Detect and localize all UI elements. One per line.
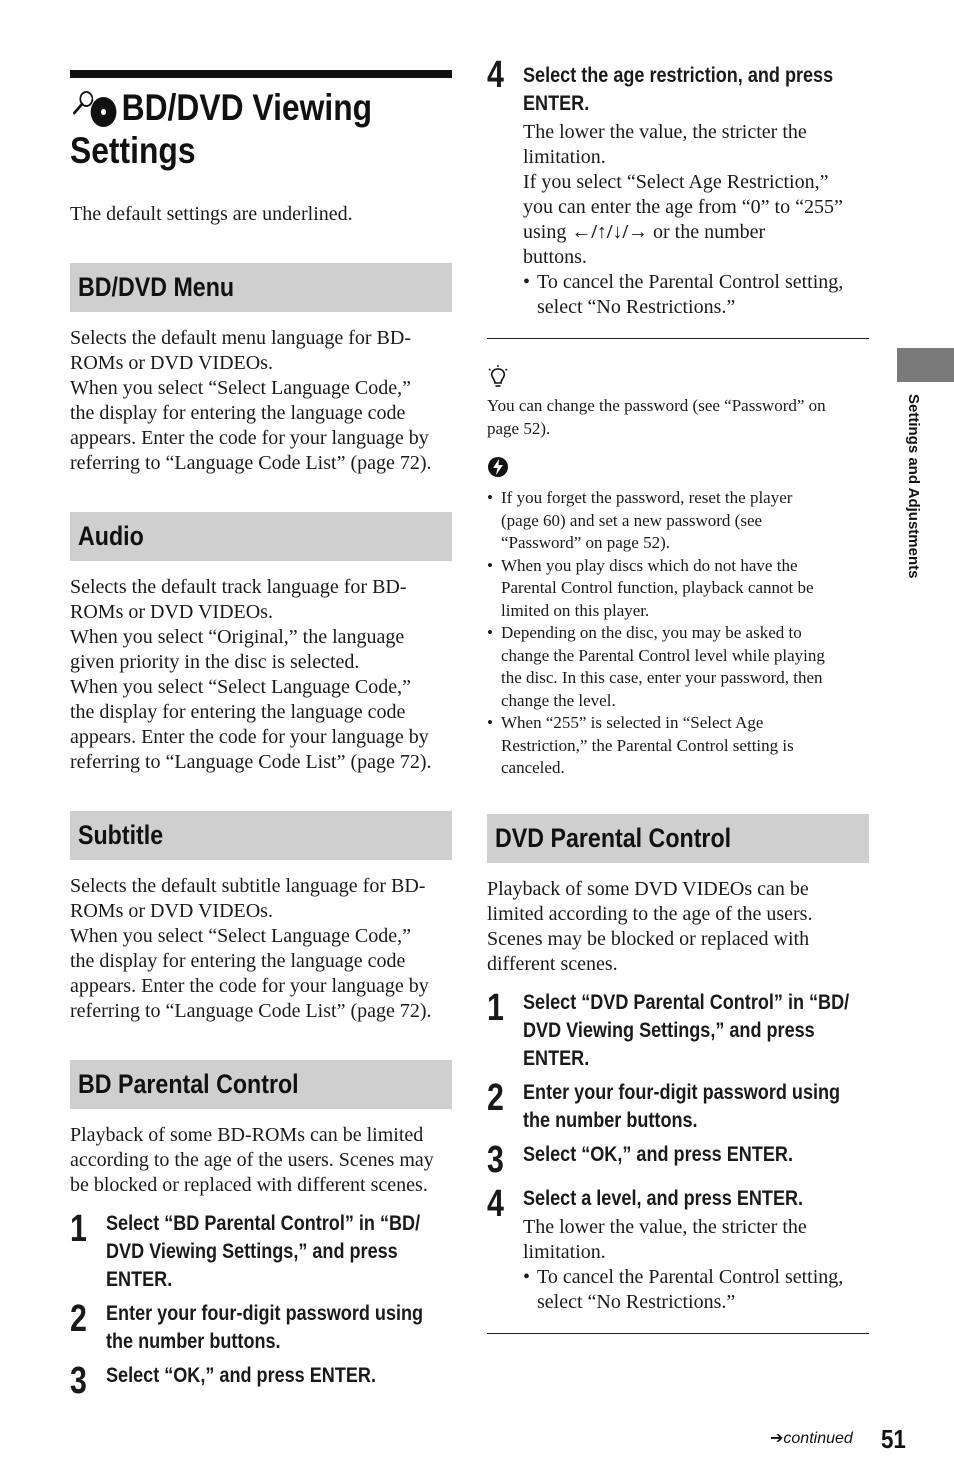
text-line: limitation. — [523, 1240, 606, 1263]
text-line: appears. Enter the code for your language by — [70, 975, 429, 997]
chapter-label-text: Settings and Adjustments — [905, 394, 922, 579]
section-bd-dvd-menu — [70, 263, 452, 312]
note-item — [487, 622, 869, 712]
text-line: Scenes may be blocked or replaced with — [487, 927, 810, 950]
notes-list — [487, 487, 869, 780]
bd-dvd-menu-description — [70, 326, 452, 476]
text-line: Playback of some BD-ROMs can be limited — [70, 1124, 424, 1146]
step-number: 4 — [487, 1182, 504, 1225]
step-item — [70, 1210, 452, 1294]
bullet-dot: • — [523, 271, 531, 293]
continued-indicator — [770, 1428, 853, 1448]
disc-icon — [91, 97, 117, 127]
text-line: Enter your four-digit password using — [106, 1302, 424, 1325]
title-line-1: BD/DVD Viewing — [121, 87, 373, 128]
bullet-dot: • — [487, 555, 493, 575]
text-line: DVD Viewing Settings,” and press — [106, 1240, 398, 1263]
text-line: Select the age restriction, and press — [523, 64, 834, 87]
text-line: When “255” is selected in “Select Age — [501, 713, 764, 732]
text-line: referring to “Language Code List” (page 72). — [70, 751, 432, 773]
text-line: Select “DVD Parental Control” in “BD/ — [523, 990, 850, 1014]
step-number: 3 — [487, 1138, 504, 1181]
bullet-dot: • — [487, 623, 493, 642]
text-line: ENTER. — [106, 1268, 173, 1291]
text-line: appears. Enter the code for your language by — [70, 726, 429, 748]
arrow-keys: ←/↑/↓/→ — [571, 221, 649, 243]
step-item — [70, 1362, 452, 1400]
intro-text: The default settings are underlined. — [70, 203, 353, 225]
dvd-parental-steps — [487, 986, 869, 1315]
bullet-dot: • — [487, 713, 493, 732]
section-subtitle — [70, 811, 452, 860]
section-bd-parental-control — [70, 1060, 452, 1109]
text-line: When you select “Original,” the language — [70, 626, 405, 648]
section-heading: Audio — [78, 521, 144, 551]
text-line: the display for entering the language code — [70, 950, 406, 972]
text-line: canceled. — [501, 758, 565, 777]
step-instruction — [106, 1300, 451, 1356]
caution-icon — [487, 456, 509, 478]
text-line: To cancel the Parental Control setting, — [537, 1265, 844, 1288]
bullet-item — [523, 1265, 869, 1315]
note-item — [487, 487, 869, 555]
subtitle-description — [70, 874, 452, 1024]
text-line: appears. Enter the code for your language by — [70, 427, 429, 449]
text-line: Selects the default subtitle language for BD- — [70, 875, 426, 897]
text-line: select “No Restrictions.” — [537, 1290, 736, 1313]
page-number: 51 — [881, 1424, 906, 1454]
step-instruction — [523, 62, 868, 118]
text-line: (page 60) and set a new password (see — [501, 510, 763, 530]
text-line: Playback of some DVD VIDEOs can be — [487, 877, 809, 900]
step-instruction — [106, 1210, 451, 1294]
step-description — [523, 1215, 869, 1315]
text-line: ENTER. — [523, 1046, 590, 1070]
text-line: given priority in the disc is selected. — [70, 651, 360, 673]
text-line: The lower the value, the stricter the — [523, 1215, 807, 1238]
bullet-item — [523, 270, 869, 320]
text-line: When you select “Select Language Code,” — [70, 377, 411, 399]
step-instruction — [106, 1362, 451, 1390]
section-heading: Subtitle — [78, 820, 164, 850]
step-instruction — [523, 1185, 868, 1213]
bullet-dot: • — [487, 488, 493, 507]
text-line: the number buttons. — [106, 1330, 281, 1353]
text-line: ENTER. — [523, 92, 590, 115]
arrow-right-icon: ➔ — [770, 1430, 784, 1447]
text-line: according to the age of the users. Scenes may — [70, 1149, 434, 1171]
step-number: 4 — [487, 54, 504, 96]
text-line: Parental Control function, playback cannot be — [501, 578, 814, 597]
text-line: When you select “Select Language Code,” — [70, 676, 411, 698]
step-number: 2 — [70, 1298, 87, 1340]
step-instruction — [523, 1141, 868, 1169]
text-line: you can enter the age from “0” to “255” — [523, 196, 843, 218]
step-instruction — [523, 1079, 868, 1135]
text-line: If you select “Select Age Restriction,” — [523, 171, 829, 193]
text-line: referring to “Language Code List” (page 72). — [70, 1000, 432, 1022]
text-line: select “No Restrictions.” — [537, 296, 736, 318]
note-item — [487, 712, 869, 780]
text-line: referring to “Language Code List” (page 72). — [70, 452, 432, 474]
text-line: DVD Viewing Settings,” and press — [523, 1018, 815, 1042]
text-line: Selects the default track language for BD- — [70, 576, 407, 598]
text-line: If you forget the password, reset the player — [501, 488, 793, 507]
text-fragment: using — [523, 221, 572, 243]
step-number: 1 — [70, 1208, 87, 1250]
text-line: ROMs or DVD VIDEOs. — [70, 601, 273, 623]
text-fragment: or the number — [648, 221, 766, 243]
step-item — [487, 1138, 869, 1181]
audio-description — [70, 575, 452, 775]
title-line-2: Settings — [70, 130, 196, 171]
text-line — [523, 220, 869, 245]
text-line: buttons. — [523, 246, 587, 268]
section-heading: DVD Parental Control — [495, 822, 732, 853]
text-line: When you select “Select Language Code,” — [70, 925, 411, 947]
text-line: Restriction,” the Parental Control setting is — [501, 735, 794, 755]
text-line: the disc. In this case, enter your password, then — [501, 668, 823, 687]
tip-icon — [487, 365, 509, 389]
step-number: 1 — [487, 986, 504, 1029]
note-item — [487, 555, 869, 623]
text-line: the display for entering the language code — [70, 701, 406, 723]
step-instruction — [523, 989, 868, 1073]
text-line: Select “OK,” and press ENTER. — [523, 1142, 793, 1166]
text-line: When you play discs which do not have the — [501, 555, 798, 575]
bd-parental-steps — [70, 1210, 452, 1400]
tip-text — [487, 394, 869, 440]
text-line: change the Parental Control level while playing — [501, 645, 825, 665]
step-item — [487, 1182, 869, 1315]
step-item — [487, 1076, 869, 1135]
text-line: limited according to the age of the users. — [487, 902, 813, 925]
text-line: Depending on the disc, you may be asked to — [501, 623, 802, 642]
title-icons — [70, 90, 122, 124]
text-line: Enter your four-digit password using — [523, 1080, 841, 1104]
chapter-label — [902, 394, 922, 604]
text-line: the number buttons. — [523, 1108, 698, 1132]
text-line: You can change the password (see “Password” on — [487, 396, 826, 415]
text-line: “Password” on page 52). — [501, 533, 671, 552]
title-rule — [70, 70, 452, 78]
text-line: Selects the default menu language for BD- — [70, 327, 411, 349]
text-line: Select “BD Parental Control” in “BD/ — [106, 1212, 421, 1235]
section-audio — [70, 512, 452, 561]
step-number: 2 — [487, 1076, 504, 1119]
text-line: The lower the value, the stricter the — [523, 121, 807, 143]
step-item — [487, 56, 869, 320]
step-item — [487, 986, 869, 1073]
divider — [487, 338, 869, 339]
section-heading: BD/DVD Menu — [78, 272, 235, 302]
bullet-dot: • — [523, 1265, 531, 1288]
text-line: Select “OK,” and press ENTER. — [106, 1364, 376, 1387]
bd-parental-description — [70, 1123, 452, 1198]
text-line: To cancel the Parental Control setting, — [537, 271, 844, 293]
page-title — [70, 86, 451, 172]
dvd-parental-description — [487, 877, 869, 977]
text-line: page 52). — [487, 419, 551, 438]
continued-text: continued — [783, 1430, 853, 1447]
step-item — [70, 1300, 452, 1356]
right-column — [487, 56, 869, 1334]
step-number: 3 — [70, 1360, 87, 1402]
text-line: limited on this player. — [501, 600, 650, 620]
text-line: different scenes. — [487, 952, 618, 975]
chapter-tab — [897, 348, 954, 382]
section-heading: BD Parental Control — [78, 1069, 299, 1099]
text-line: Select a level, and press ENTER. — [523, 1186, 804, 1210]
left-column — [70, 70, 452, 1406]
section-dvd-parental-control — [487, 814, 869, 863]
text-line: ROMs or DVD VIDEOs. — [70, 900, 273, 922]
text-line: change the level. — [501, 690, 616, 710]
text-line: be blocked or replaced with different scenes. — [70, 1174, 428, 1196]
text-line: limitation. — [523, 146, 606, 168]
divider — [487, 1333, 869, 1334]
text-line: the display for entering the language code — [70, 402, 406, 424]
step-description — [523, 120, 869, 320]
text-line: ROMs or DVD VIDEOs. — [70, 352, 273, 374]
